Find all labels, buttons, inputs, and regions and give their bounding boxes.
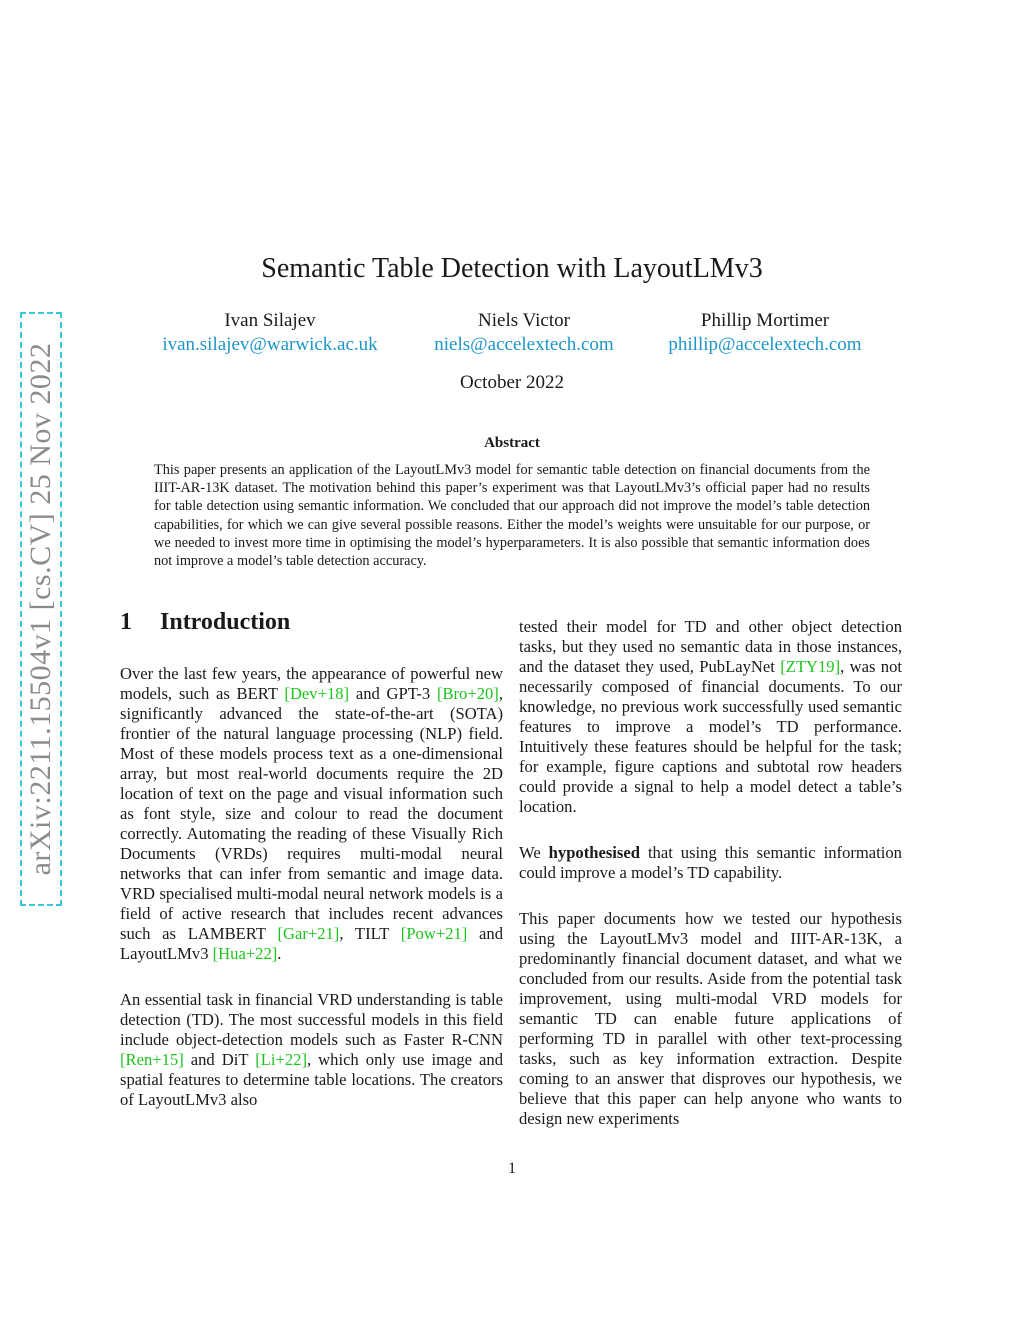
abstract-text: This paper presents an application of the LayoutLMv3 model for semantic table detection on financial documents from the IIIT-AR-13K dataset. The motivation behind this paper’s experiment was that LayoutLMv3’s official paper had no results for table detection using semantic information. We concluded that our approach did not improve the model’s table detection capabilities, for which we can give several possible reasons. Either the model’s weights were unsuitable for our purpose, or we needed to invest more time in optimising the model’s hyperparameters. It is also possible that semantic information does not improve a model’s table detection accuracy.: [154, 462, 870, 570]
text-run: that using this semantic information could improve a model’s TD capability.: [519, 843, 902, 882]
text-run: and DiT: [183, 1050, 256, 1069]
left-column: [120, 664, 503, 1110]
author-name: Niels Victor: [478, 310, 570, 331]
text-run: We: [519, 843, 549, 862]
author-block-1: [145, 309, 395, 358]
citation-link[interactable]: [Hua+22]: [212, 944, 278, 963]
paper-title: Semantic Table Detection with LayoutLMv3: [261, 253, 763, 284]
section-heading: [120, 609, 290, 636]
author-block-2: [414, 309, 634, 358]
text-run: and LayoutLMv3: [120, 924, 504, 963]
abstract-heading: Abstract: [484, 435, 540, 451]
section-number: 1: [120, 609, 132, 635]
arxiv-sidebar-stamp: [20, 312, 62, 906]
page-number: 1: [508, 1160, 516, 1177]
paragraph: [519, 617, 902, 817]
section-title: Introduction: [160, 609, 291, 635]
right-column: [519, 617, 902, 1129]
author-email-link[interactable]: ivan.silajev@warwick.ac.uk: [162, 334, 378, 355]
paragraph: This paper documents how we tested our hypothesis using the LayoutLMv3 model and IIIT-AR-13K, a predominantly financial document dataset, and what we concluded from our results. Aside from the potential task improvement, using multi-modal VRD models for semantic TD can enable future applications of performing TD in parallel with other text-processing tasks, such as key information extraction. Despite coming to an answer that disproves our hypothesis, we believe that this paper can help anyone who wants to design new experiments: [519, 909, 902, 1128]
text-run: , significantly advanced the state-of-the-art (SOTA) frontier of the natural language processing (NLP) field. Most of these models process text as a one-dimensional array, but most real-world documents require the 2D location of text on the page and visual information such as font style, size and colour to read the document correctly. Automating the reading of these Visually Rich Documents (VRDs) requires multi-modal neural networks that can infer from semantic and image data. VRD specialised multi-modal neural network models is a field of active research that includes recent advances such as LAMBERT: [120, 684, 503, 943]
citation-link[interactable]: [Li+22]: [255, 1050, 307, 1069]
text-run: .: [277, 944, 282, 963]
emphasized-term: hypothesised: [548, 843, 640, 862]
text-run: and GPT-3: [349, 684, 437, 703]
text-run: , was not necessarily composed of financial documents. To our knowledge, no previous work successfully used semantic features to improve a model’s TD performance. Intuitively these features should be helpful for the task; for example, figure captions and subtotal row headers could provide a signal to help a model detect a table’s location.: [519, 657, 902, 816]
arxiv-identifier: arXiv:2211.15504v1 [cs.CV] 25 Nov 2022: [24, 342, 57, 876]
author-email-link[interactable]: phillip@accelextech.com: [668, 334, 862, 355]
author-block-3: [650, 309, 880, 358]
text-run: , TILT: [339, 924, 401, 943]
text-run: Over the last few years, the appearance of powerful new models, such as BERT: [120, 664, 503, 703]
text-run: tested their model for TD and other object detection tasks, but they used no semantic data in those instances, and the dataset they used, PubLayNet: [519, 617, 902, 676]
author-name: Ivan Silajev: [224, 310, 316, 331]
author-name: Phillip Mortimer: [700, 310, 830, 331]
citation-link[interactable]: [ZTY19]: [780, 657, 841, 676]
citation-link[interactable]: [Gar+21]: [277, 924, 340, 943]
text-run: , which only use image and spatial features to determine table locations. The creators of LayoutLMv3 also: [120, 1050, 503, 1109]
paragraph: [120, 990, 503, 1110]
text-run: An essential task in financial VRD understanding is table detection (TD). The most successful models in this field include object-detection models such as Faster R-CNN: [120, 990, 503, 1049]
paragraph: [519, 843, 902, 883]
publication-date: October 2022: [460, 372, 564, 393]
citation-link[interactable]: [Bro+20]: [436, 684, 499, 703]
paragraph: [120, 664, 503, 964]
author-email-link[interactable]: niels@accelextech.com: [434, 334, 614, 355]
citation-link[interactable]: [Ren+15]: [120, 1050, 184, 1069]
citation-link[interactable]: [Dev+18]: [284, 684, 350, 703]
citation-link[interactable]: [Pow+21]: [400, 924, 468, 943]
